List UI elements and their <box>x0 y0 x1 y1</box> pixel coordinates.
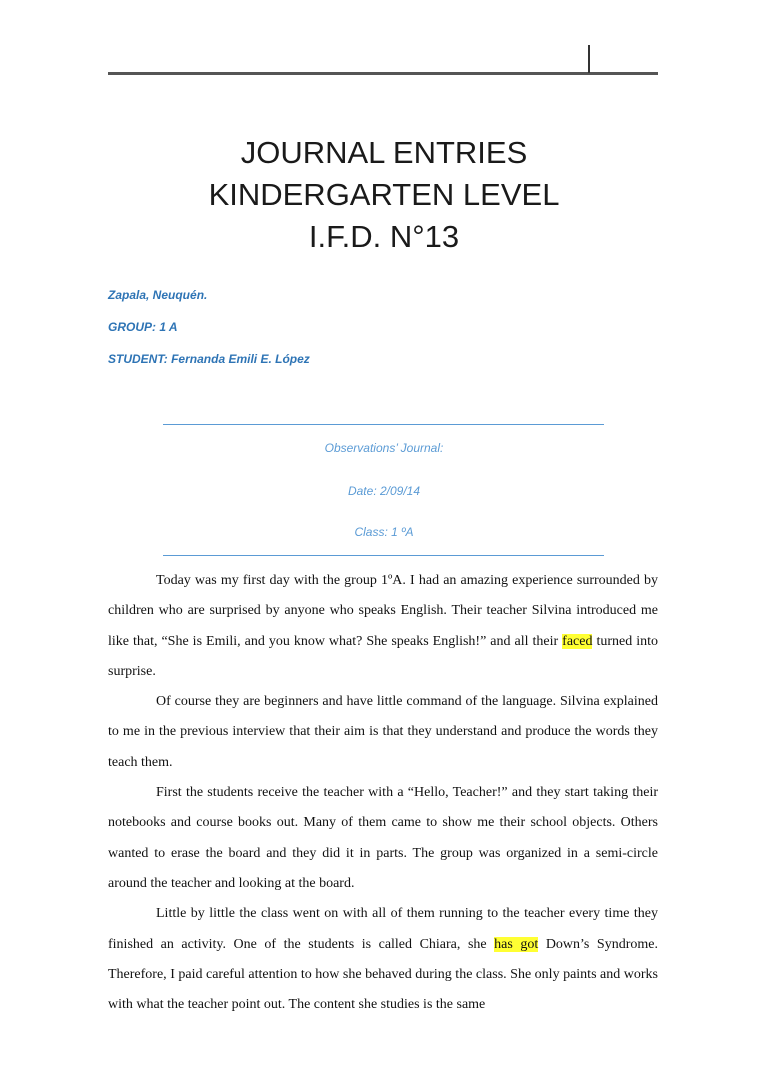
title-line-institute: I.F.D. N°13 <box>308 219 460 254</box>
title-line-level: KINDERGARTEN LEVEL <box>208 177 560 212</box>
document-title <box>0 132 768 258</box>
journal-body <box>108 566 658 1020</box>
paragraph-chiara <box>108 899 658 1020</box>
observation-class: Class: 1 ºA <box>354 525 414 539</box>
paragraph-first-day <box>108 566 658 687</box>
meta-group: GROUP: 1 A <box>108 320 178 334</box>
paragraph-text: Down’s Syndrome. Therefore, I paid careful attention to how she behaved during the class. She only paints and works with what the teacher point out. The content she studies is the same <box>108 936 658 1013</box>
highlighted-word: has got <box>494 936 539 952</box>
paragraph-routine: First the students receive the teacher with a “Hello, Teacher!” and they start taking their notebooks and course books out. Many of them came to show me their school objects. Others wanted to erase the board and they did it in parts. The group was organized in a semi-circle around the teacher and looking at the board. <box>108 785 658 891</box>
paragraph-beginners: Of course they are beginners and have little command of the language. Silvina explained to me in the previous interview that their aim is that they understand and produce the words they teach them. <box>108 694 658 770</box>
meta-student: STUDENT: Fernanda Emili E. López <box>108 352 310 366</box>
highlighted-word: faced <box>562 633 593 649</box>
title-line-journal: JOURNAL ENTRIES <box>240 135 528 170</box>
observation-rule-top <box>163 424 604 425</box>
header-rule <box>108 72 658 75</box>
header-tick <box>588 45 590 73</box>
paragraph-text: Today was my first day with the group 1ºA. I had an amazing experience surrounded by children who are surprised by anyone who speaks English. Their teacher Silvina introduced me like that, “She is Emili, and you know what? She speaks English!” and all their <box>108 573 658 649</box>
meta-place: Zapala, Neuquén. <box>108 288 208 302</box>
observation-date: Date: 2/09/14 <box>347 484 421 498</box>
observation-rule-bottom <box>163 555 604 556</box>
observation-title: Observations’ Journal: <box>324 441 444 455</box>
paragraph-text: turned into surprise. <box>108 633 659 679</box>
paragraph-text: Little by little the class went on with all of them running to the teacher every time they finished an activity. One of the students is called Chiara, she <box>108 906 658 952</box>
